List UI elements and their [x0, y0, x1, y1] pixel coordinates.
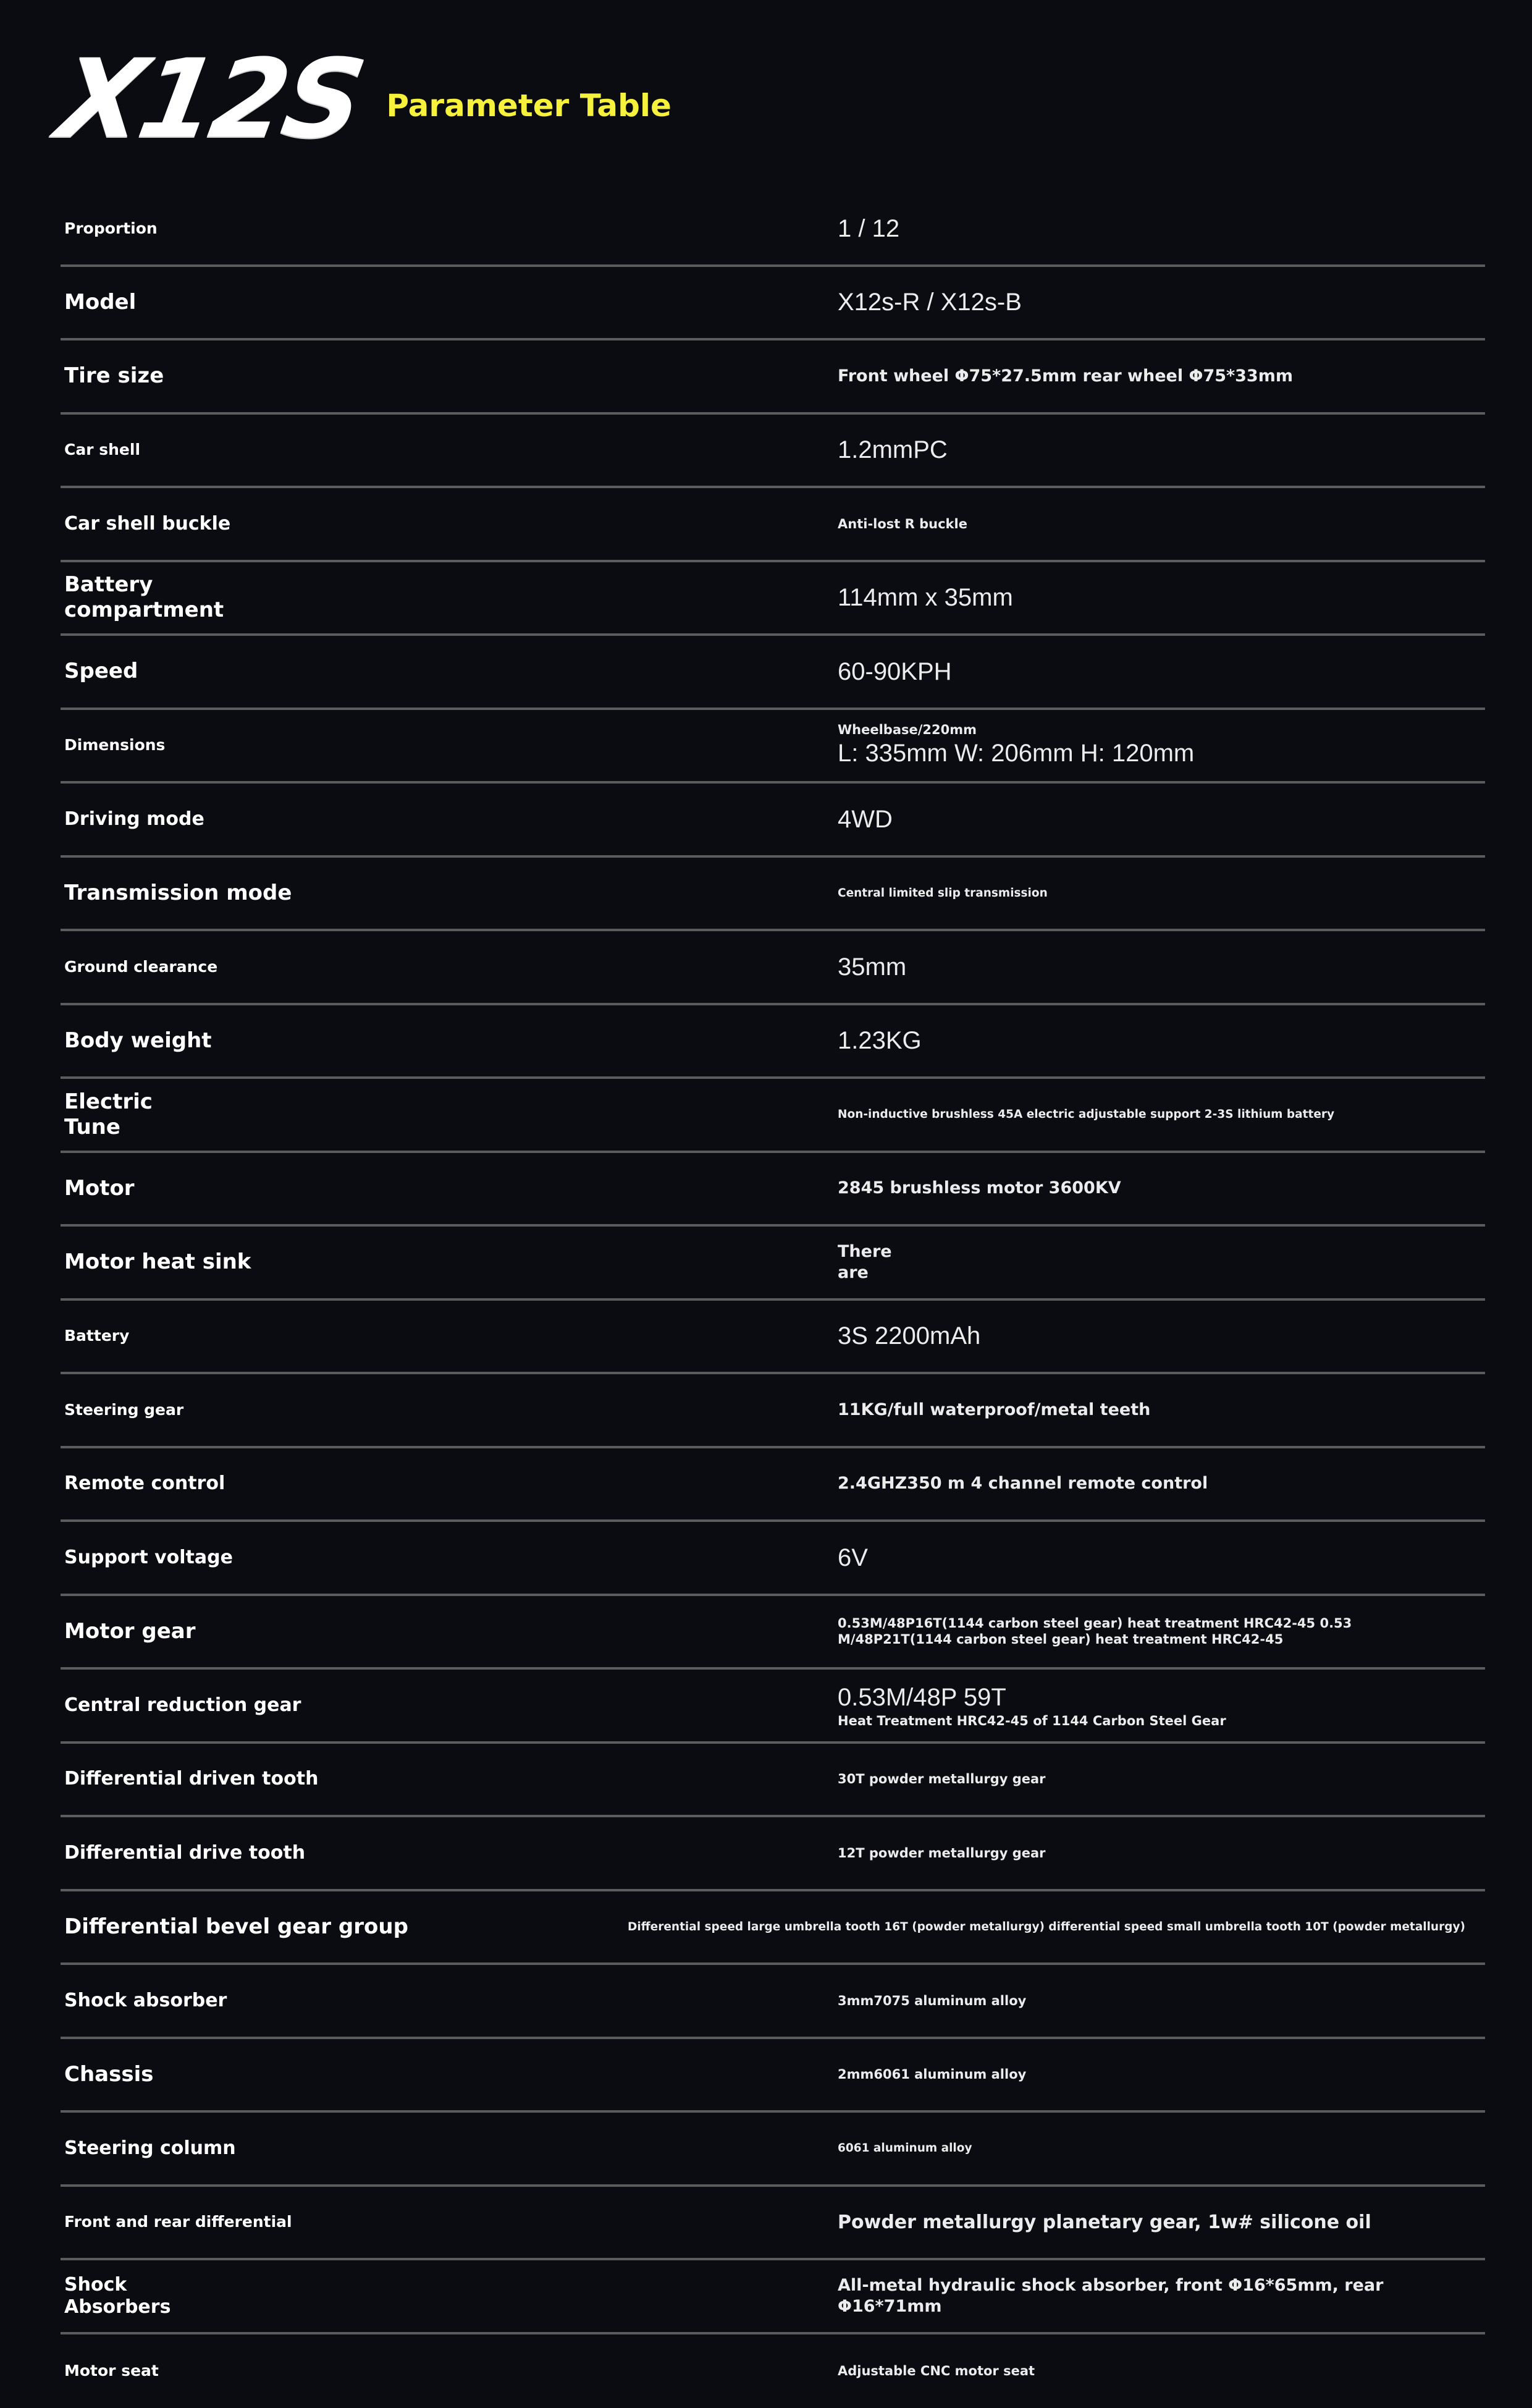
- table-row: [61, 562, 1485, 636]
- table-row: [61, 784, 1485, 858]
- row-label: Transmission mode: [64, 858, 292, 929]
- row-label: Motor: [64, 1153, 135, 1225]
- row-value: 12T powder metallurgy gear: [838, 1817, 1046, 1889]
- table-row: [61, 1448, 1485, 1523]
- row-label: Battery compartment: [64, 562, 224, 634]
- row-value: Differential speed large umbrella tooth 16T (powder metallurgy) differential speed small umbrella tooth 10T (powder metallurgy): [628, 1891, 1465, 1963]
- table-row: [61, 1005, 1485, 1079]
- table-row: [61, 1670, 1485, 1744]
- row-label: Tire size: [64, 340, 164, 412]
- table-row: [61, 2187, 1485, 2261]
- table-row: [61, 1079, 1485, 1153]
- table-row: [61, 2334, 1485, 2408]
- row-value: [838, 710, 1194, 782]
- row-value: 6061 aluminum alloy: [838, 2113, 972, 2184]
- table-row: [61, 931, 1485, 1005]
- row-label: Chassis: [64, 2039, 153, 2111]
- row-value: Front wheel Φ75*27.5mm rear wheel Φ75*33mm: [838, 340, 1293, 412]
- row-value: 3mm7075 aluminum alloy: [838, 1965, 1026, 2037]
- row-value-line: 0.53M/48P 59T: [838, 1682, 1226, 1713]
- row-label: Motor heat sink: [64, 1227, 251, 1298]
- row-value: 1 / 12: [838, 193, 899, 264]
- row-label: Steering column: [64, 2113, 236, 2184]
- row-value-line: Heat Treatment HRC42-45 of 1144 Carbon Steel Gear: [838, 1713, 1226, 1729]
- table-row: [61, 858, 1485, 932]
- table-row: [61, 2260, 1485, 2334]
- row-label: Shock Absorbers: [64, 2260, 170, 2332]
- page-title: Parameter Table: [386, 88, 671, 124]
- row-value: All-metal hydraulic shock absorber, front Φ16*65mm, rear Φ16*71mm: [838, 2260, 1480, 2332]
- table-row: [61, 488, 1485, 562]
- table-row: [61, 1153, 1485, 1227]
- row-value: 3S 2200mAh: [838, 1301, 980, 1372]
- row-value: 2mm6061 aluminum alloy: [838, 2039, 1026, 2111]
- row-value-line: M/48P21T(1144 carbon steel gear) heat treatment HRC42-45: [838, 1631, 1352, 1647]
- row-label: Front and rear differential: [64, 2187, 292, 2258]
- table-row: [61, 340, 1485, 415]
- row-label: Support voltage: [64, 1522, 233, 1594]
- row-value: Anti-lost R buckle: [838, 488, 967, 560]
- row-value: 2845 brushless motor 3600KV: [838, 1153, 1121, 1225]
- table-row: [61, 267, 1485, 341]
- table-row: [61, 415, 1485, 489]
- row-label: Differential drive tooth: [64, 1817, 305, 1889]
- row-label: Electric Tune: [64, 1079, 153, 1151]
- row-value: [838, 1670, 1226, 1741]
- row-label: Central reduction gear: [64, 1670, 301, 1741]
- table-row: [61, 2039, 1485, 2113]
- parameter-table: [61, 193, 1485, 2408]
- row-value: X12s-R / X12s-B: [838, 267, 1022, 339]
- row-value: Central limited slip transmission: [838, 858, 1048, 929]
- row-value: 4WD: [838, 784, 893, 855]
- row-label: Speed: [64, 636, 138, 708]
- row-label: Differential driven tooth: [64, 1744, 318, 1815]
- table-row: [61, 193, 1485, 267]
- row-value: 6V: [838, 1522, 868, 1594]
- row-value-line: There: [838, 1241, 892, 1262]
- table-row: [61, 1374, 1485, 1448]
- table-row: [61, 2113, 1485, 2187]
- table-row: [61, 710, 1485, 784]
- row-label: Car shell: [64, 415, 140, 486]
- row-label: Dimensions: [64, 710, 165, 782]
- row-label: Model: [64, 267, 136, 339]
- row-label: Motor seat: [64, 2334, 159, 2408]
- header: [61, 53, 671, 146]
- table-row: [61, 1227, 1485, 1301]
- table-row: [61, 636, 1485, 710]
- row-label: Ground clearance: [64, 931, 217, 1003]
- row-value-line: Wheelbase/220mm: [838, 722, 1194, 738]
- row-value: 35mm: [838, 931, 906, 1003]
- row-value: Non-inductive brushless 45A electric adjustable support 2-3S lithium battery: [838, 1079, 1334, 1151]
- row-value: 1.2mmPC: [838, 415, 948, 486]
- brand-logo: X12S: [51, 45, 368, 154]
- row-label: Steering gear: [64, 1374, 183, 1446]
- row-label: Battery: [64, 1301, 129, 1372]
- row-value: 1.23KG: [838, 1005, 922, 1077]
- table-row: [61, 1817, 1485, 1891]
- table-row: [61, 1522, 1485, 1596]
- row-label: Motor gear: [64, 1596, 196, 1668]
- row-value: 11KG/full waterproof/metal teeth: [838, 1374, 1150, 1446]
- row-label: Driving mode: [64, 784, 204, 855]
- row-value: Powder metallurgy planetary gear, 1w# silicone oil: [838, 2187, 1371, 2258]
- row-label: Differential bevel gear group: [64, 1891, 408, 1963]
- row-label: Shock absorber: [64, 1965, 227, 2037]
- row-value: [838, 1227, 892, 1298]
- row-value-line: L: 335mm W: 206mm H: 120mm: [838, 738, 1194, 769]
- table-row: [61, 1744, 1485, 1818]
- row-label: Remote control: [64, 1448, 225, 1520]
- row-label: Proportion: [64, 193, 158, 264]
- row-value-line: are: [838, 1262, 892, 1283]
- row-label: Body weight: [64, 1005, 212, 1077]
- table-row: [61, 1596, 1485, 1670]
- row-value: 114mm x 35mm: [838, 562, 1013, 634]
- row-value: [838, 1596, 1352, 1668]
- table-row: [61, 1965, 1485, 2039]
- row-value: Adjustable CNC motor seat: [838, 2334, 1035, 2408]
- table-row: [61, 1891, 1485, 1966]
- row-value-line: 0.53M/48P16T(1144 carbon steel gear) heat treatment HRC42-45 0.53: [838, 1615, 1352, 1631]
- row-value: 60-90KPH: [838, 636, 952, 708]
- row-value: 2.4GHZ350 m 4 channel remote control: [838, 1448, 1208, 1520]
- row-label: Car shell buckle: [64, 488, 230, 560]
- table-row: [61, 1301, 1485, 1375]
- row-value: 30T powder metallurgy gear: [838, 1744, 1046, 1815]
